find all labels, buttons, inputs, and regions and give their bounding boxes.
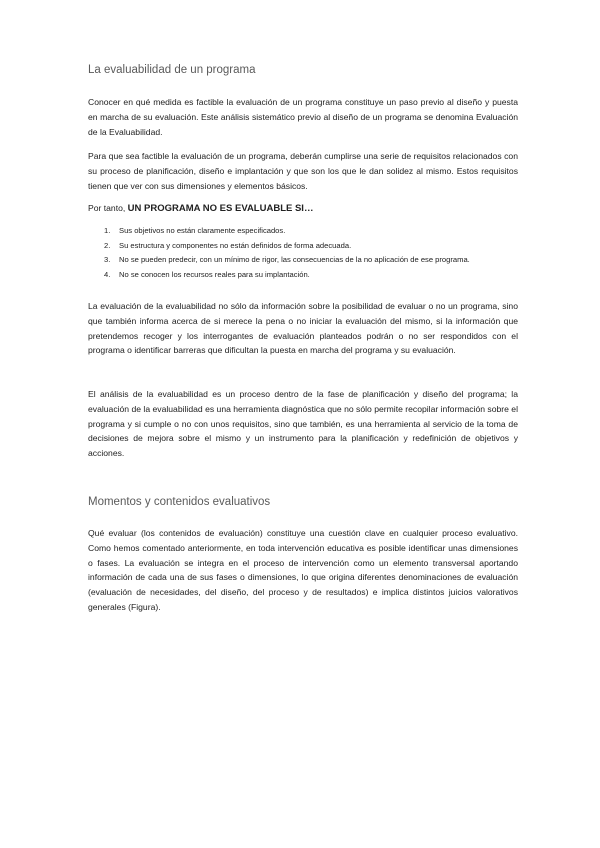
paragraph-requisitos: Para que sea factible la evaluación de un programa, deberán cumplirse una serie de requisitos relacionados con su proceso de planificación, diseño e implantación y que son los que le dan solidez al mismo. Estos requisitos tienen que ver con sus dimensiones y elementos básicos. — [88, 151, 518, 191]
list-item-number: 3. — [104, 255, 111, 265]
paragraph-analisis: El análisis de la evaluabilidad es un proceso dentro de la fase de planificación y diseño del programa; la evaluación de la evaluabilidad es una herramienta diagnóstica que no sólo permite recopilar información sobre el programa y si cumple o no con unos requisitos, sino que también, es una herramienta al servicio de la toma de decisiones de mejora sobre el mismo y un instrumento para la planificación y redefinición de objetivos y acciones. — [88, 389, 518, 459]
lead-prefix: Por tanto, — [88, 203, 128, 213]
paragraph-evaluabilidad-info: La evaluación de la evaluabilidad no sólo da información sobre la posibilidad de evaluar o no un programa, sino que también informa acerca de si merece la pena o no iniciar la evaluación del mismo, si la información que pretendemos recoger y los interrogantes de evaluación planteados podrán o no ser respondidos con el programa o identificar barreras que dificultan la puesta en marcha del programa y su evaluación. — [88, 301, 518, 356]
list-item-text: Sus objetivos no están claramente especificados. — [119, 226, 286, 235]
lead-statement — [88, 203, 313, 214]
list-item-text: Su estructura y componentes no están definidos de forma adecuada. — [119, 240, 352, 250]
list-item-text: No se pueden predecir, con un mínimo de rigor, las consecuencias de la no aplicación de ese programa. — [119, 255, 470, 265]
section-title-momentos: Momentos y contenidos evaluativos — [88, 496, 271, 508]
list-item — [104, 224, 504, 239]
list-item — [104, 239, 504, 254]
requirements-list — [104, 224, 504, 282]
lead-emphasis: UN PROGRAMA NO ES EVALUABLE SI… — [127, 203, 314, 214]
list-item — [104, 253, 504, 268]
list-item-text: No se conocen los recursos reales para su implantación. — [119, 269, 310, 279]
list-item-number: 2. — [104, 240, 111, 250]
list-item-number: 4. — [104, 269, 111, 279]
list-item-number: 1. — [104, 226, 111, 235]
paragraph-que-evaluar: Qué evaluar (los contenidos de evaluación) constituye una cuestión clave en cualquier proceso evaluativo. Como hemos comentado anteriormente, en toda intervención educativa es posible identificar unas dimensiones o fases. La evaluación se integra en el proceso de intervención como un elemento transversal aportando información de cada una de sus fases o dimensiones, lo que origina diferentes denominaciones de evaluación (evaluación de necesidades, del diseño, del proceso y de resultados) e implica distintos juicios valorativos generales (Figura). — [88, 528, 518, 612]
list-item — [104, 268, 504, 283]
paragraph-intro: Conocer en qué medida es factible la evaluación de un programa constituye un paso previo al diseño y puesta en marcha de su evaluación. Este análisis sistemático previo al diseño de un programa se denomina Evaluación de la Evaluabilidad. — [88, 97, 518, 137]
section-title-evaluabilidad: La evaluabilidad de un programa — [88, 64, 256, 76]
